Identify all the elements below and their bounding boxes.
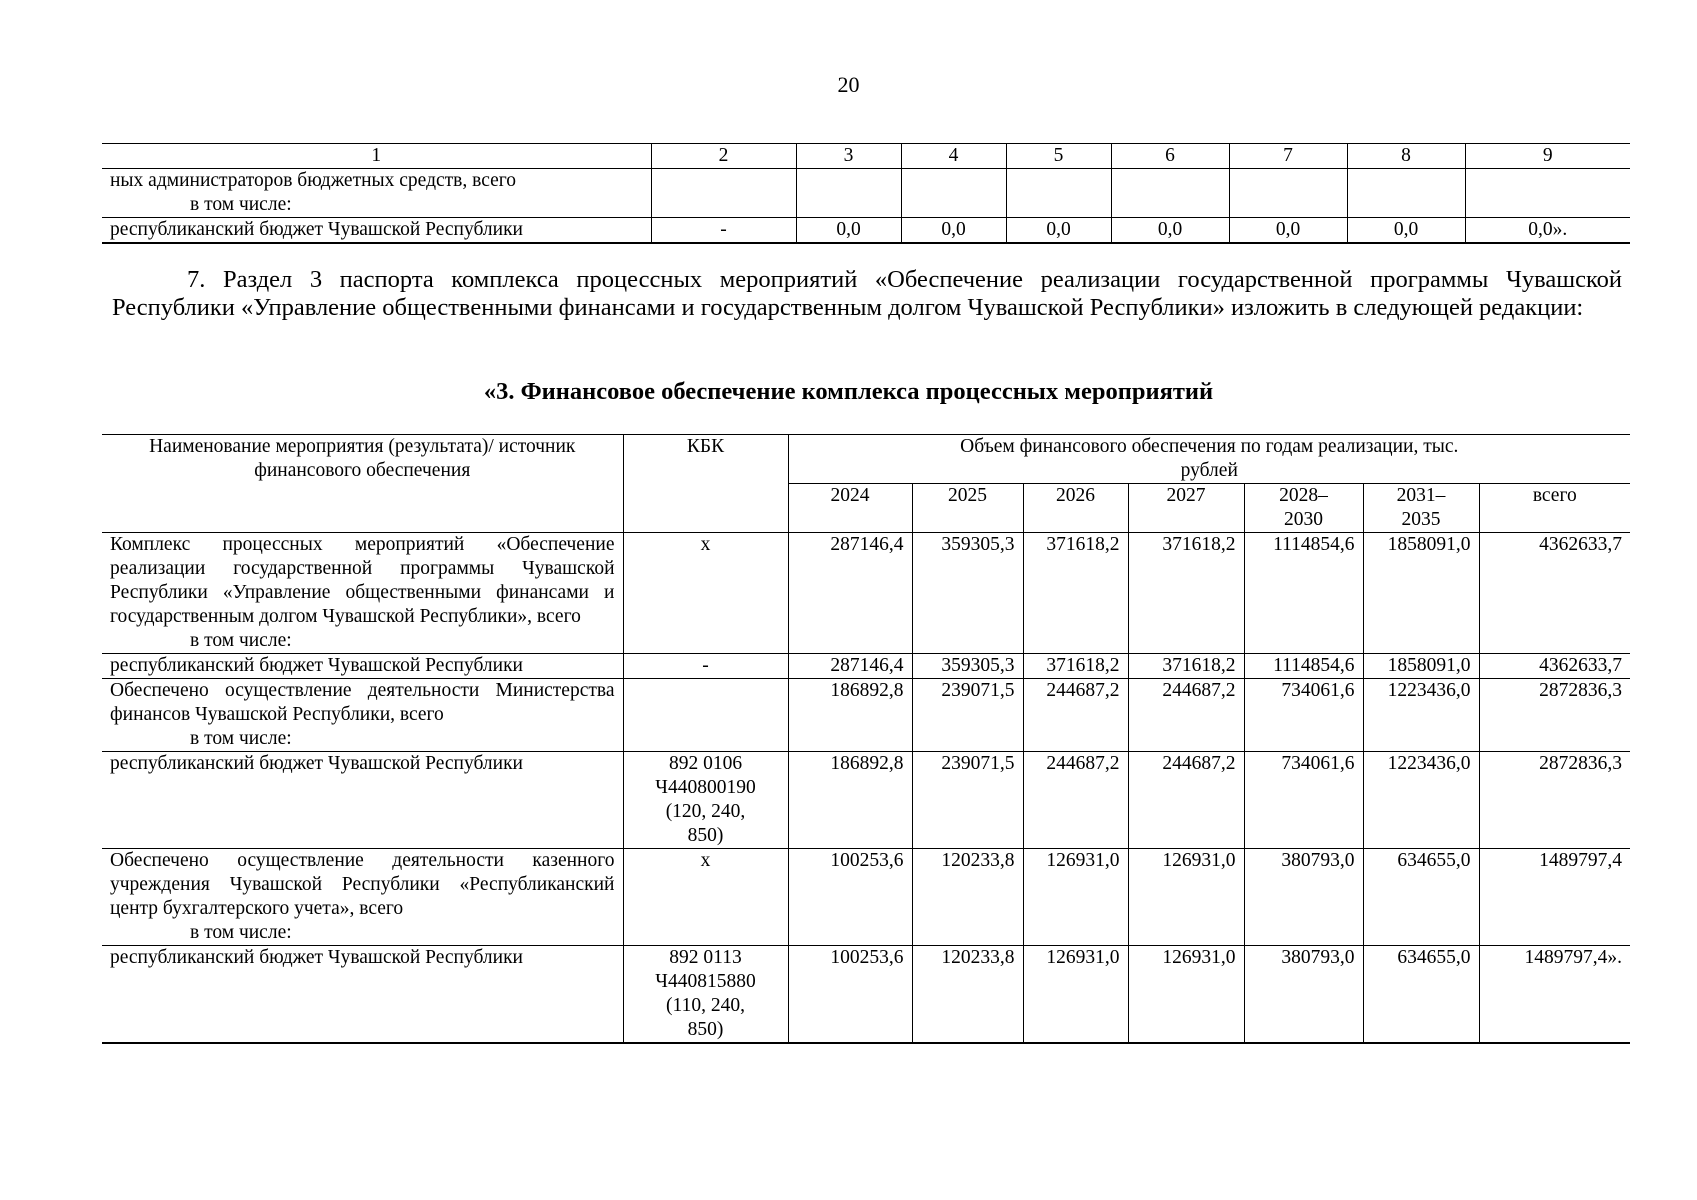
value-cell: 1114854,6 [1244, 654, 1363, 679]
kbk-cell: х [623, 533, 788, 654]
value-cell: 371618,2 [1023, 654, 1128, 679]
kbk-cell: 892 0106 Ч440800190 (120, 240, 850) [623, 752, 788, 849]
table-cell [796, 169, 901, 218]
kbk-cell [623, 679, 788, 752]
value-cell: 244687,2 [1128, 752, 1244, 849]
financing-table [102, 434, 1630, 1044]
value-cell: 1114854,6 [1244, 533, 1363, 654]
section-heading: «3. Финансовое обеспечение комплекса процессных мероприятий [483, 378, 1214, 405]
value-cell: 239071,5 [912, 752, 1023, 849]
column-number: 4 [901, 144, 1006, 169]
value-cell: 1858091,0 [1363, 533, 1479, 654]
continuation-table [102, 143, 1630, 244]
total-cell: 1489797,4 [1479, 849, 1630, 946]
row-label: республиканский бюджет Чувашской Республики [102, 752, 623, 849]
header-name: Наименование мероприятия (результата)/ источник финансового обеспечения [102, 435, 623, 533]
body-paragraph: 7. Раздел 3 паспорта комплекса процессных мероприятий «Обеспечение реализации государственной программы Чувашской Республики «Управление общественными финансами и государственным долгом Чувашской Республики» изложить в следующей редакции: [112, 266, 1622, 321]
table-row [102, 533, 1630, 654]
header-year: 2031–2035 [1363, 484, 1479, 533]
value-cell: 634655,0 [1363, 946, 1479, 1044]
table-cell [901, 169, 1006, 218]
table-cell [1465, 169, 1630, 218]
table-row [102, 654, 1630, 679]
header-year: 2028–2030 [1244, 484, 1363, 533]
kbk-cell: х [623, 849, 788, 946]
value-cell: 371618,2 [1128, 533, 1244, 654]
value-cell: 244687,2 [1023, 752, 1128, 849]
row-label [102, 679, 623, 752]
table-header-row [102, 144, 1630, 169]
total-cell: 2872836,3 [1479, 679, 1630, 752]
column-number: 9 [1465, 144, 1630, 169]
value-cell: 244687,2 [1023, 679, 1128, 752]
value-cell: 734061,6 [1244, 679, 1363, 752]
kbk-cell: 892 0113 Ч440815880 (110, 240, 850) [623, 946, 788, 1044]
table-cell: 0,0 [1111, 218, 1229, 244]
total-cell: 4362633,7 [1479, 533, 1630, 654]
table-cell: 0,0». [1465, 218, 1630, 244]
value-cell: 380793,0 [1244, 946, 1363, 1044]
table-cell [1347, 169, 1465, 218]
table-cell: 0,0 [1006, 218, 1111, 244]
value-cell: 100253,6 [788, 946, 912, 1044]
table-row [102, 169, 1630, 218]
table-row [102, 218, 1630, 244]
value-cell: 126931,0 [1128, 849, 1244, 946]
row-sublabel: в том числе: [190, 194, 292, 215]
column-number: 3 [796, 144, 901, 169]
value-cell: 371618,2 [1023, 533, 1128, 654]
table-cell: 0,0 [1229, 218, 1347, 244]
value-cell: 186892,8 [788, 679, 912, 752]
table-row [102, 679, 1630, 752]
column-number: 6 [1111, 144, 1229, 169]
row-label-text: ных администраторов бюджетных средств, всего [110, 170, 517, 191]
table-row [102, 849, 1630, 946]
row-label [102, 169, 651, 218]
table-cell: 0,0 [1347, 218, 1465, 244]
header-year: 2025 [912, 484, 1023, 533]
row-label-text: Комплекс процессных мероприятий «Обеспечение реализации государственной программы Чувашской Республики «Управление общественными финансами и государственным долгом Чувашской Республики», всего [110, 534, 615, 627]
row-label [102, 533, 623, 654]
table-cell: 0,0 [901, 218, 1006, 244]
value-cell: 126931,0 [1023, 946, 1128, 1044]
row-label [102, 849, 623, 946]
value-cell: 371618,2 [1128, 654, 1244, 679]
header-volume: Объем финансового обеспечения по годам реализации, тыс. рублей [788, 435, 1630, 484]
table-cell: - [651, 218, 796, 244]
column-number: 8 [1347, 144, 1465, 169]
row-label: республиканский бюджет Чувашской Республики [102, 218, 651, 244]
value-cell: 186892,8 [788, 752, 912, 849]
column-number: 5 [1006, 144, 1111, 169]
total-cell: 4362633,7 [1479, 654, 1630, 679]
header-kbk: КБК [623, 435, 788, 533]
row-sublabel: в том числе: [190, 630, 292, 651]
table-cell [651, 169, 796, 218]
column-number: 7 [1229, 144, 1347, 169]
value-cell: 634655,0 [1363, 849, 1479, 946]
table-row [102, 946, 1630, 1044]
row-label-text: Обеспечено осуществление деятельности Министерства финансов Чувашской Республики, всего [110, 680, 615, 725]
value-cell: 239071,5 [912, 679, 1023, 752]
value-cell: 1858091,0 [1363, 654, 1479, 679]
value-cell: 734061,6 [1244, 752, 1363, 849]
table-header-row [102, 435, 1630, 484]
header-total: всего [1479, 484, 1630, 533]
value-cell: 287146,4 [788, 533, 912, 654]
table-cell: 0,0 [796, 218, 901, 244]
value-cell: 126931,0 [1023, 849, 1128, 946]
value-cell: 120233,8 [912, 946, 1023, 1044]
value-cell: 1223436,0 [1363, 752, 1479, 849]
value-cell: 287146,4 [788, 654, 912, 679]
column-number: 2 [651, 144, 796, 169]
total-cell: 2872836,3 [1479, 752, 1630, 849]
row-label: республиканский бюджет Чувашской Республики [102, 946, 623, 1044]
value-cell: 126931,0 [1128, 946, 1244, 1044]
kbk-cell: - [623, 654, 788, 679]
value-cell: 100253,6 [788, 849, 912, 946]
value-cell: 359305,3 [912, 533, 1023, 654]
table-cell [1111, 169, 1229, 218]
value-cell: 244687,2 [1128, 679, 1244, 752]
page-number: 20 [837, 72, 860, 97]
row-sublabel: в том числе: [190, 728, 292, 749]
value-cell: 380793,0 [1244, 849, 1363, 946]
value-cell: 359305,3 [912, 654, 1023, 679]
table-cell [1006, 169, 1111, 218]
table-cell [1229, 169, 1347, 218]
header-year: 2027 [1128, 484, 1244, 533]
row-label: республиканский бюджет Чувашской Республики [102, 654, 623, 679]
value-cell: 120233,8 [912, 849, 1023, 946]
total-cell: 1489797,4». [1479, 946, 1630, 1044]
table-row [102, 752, 1630, 849]
row-label-text: Обеспечено осуществление деятельности казенного учреждения Чувашской Республики «Республиканский центр бухгалтерского учета», всего [110, 850, 615, 919]
column-number: 1 [102, 144, 651, 169]
header-year: 2024 [788, 484, 912, 533]
value-cell: 1223436,0 [1363, 679, 1479, 752]
header-year: 2026 [1023, 484, 1128, 533]
row-sublabel: в том числе: [190, 922, 292, 943]
